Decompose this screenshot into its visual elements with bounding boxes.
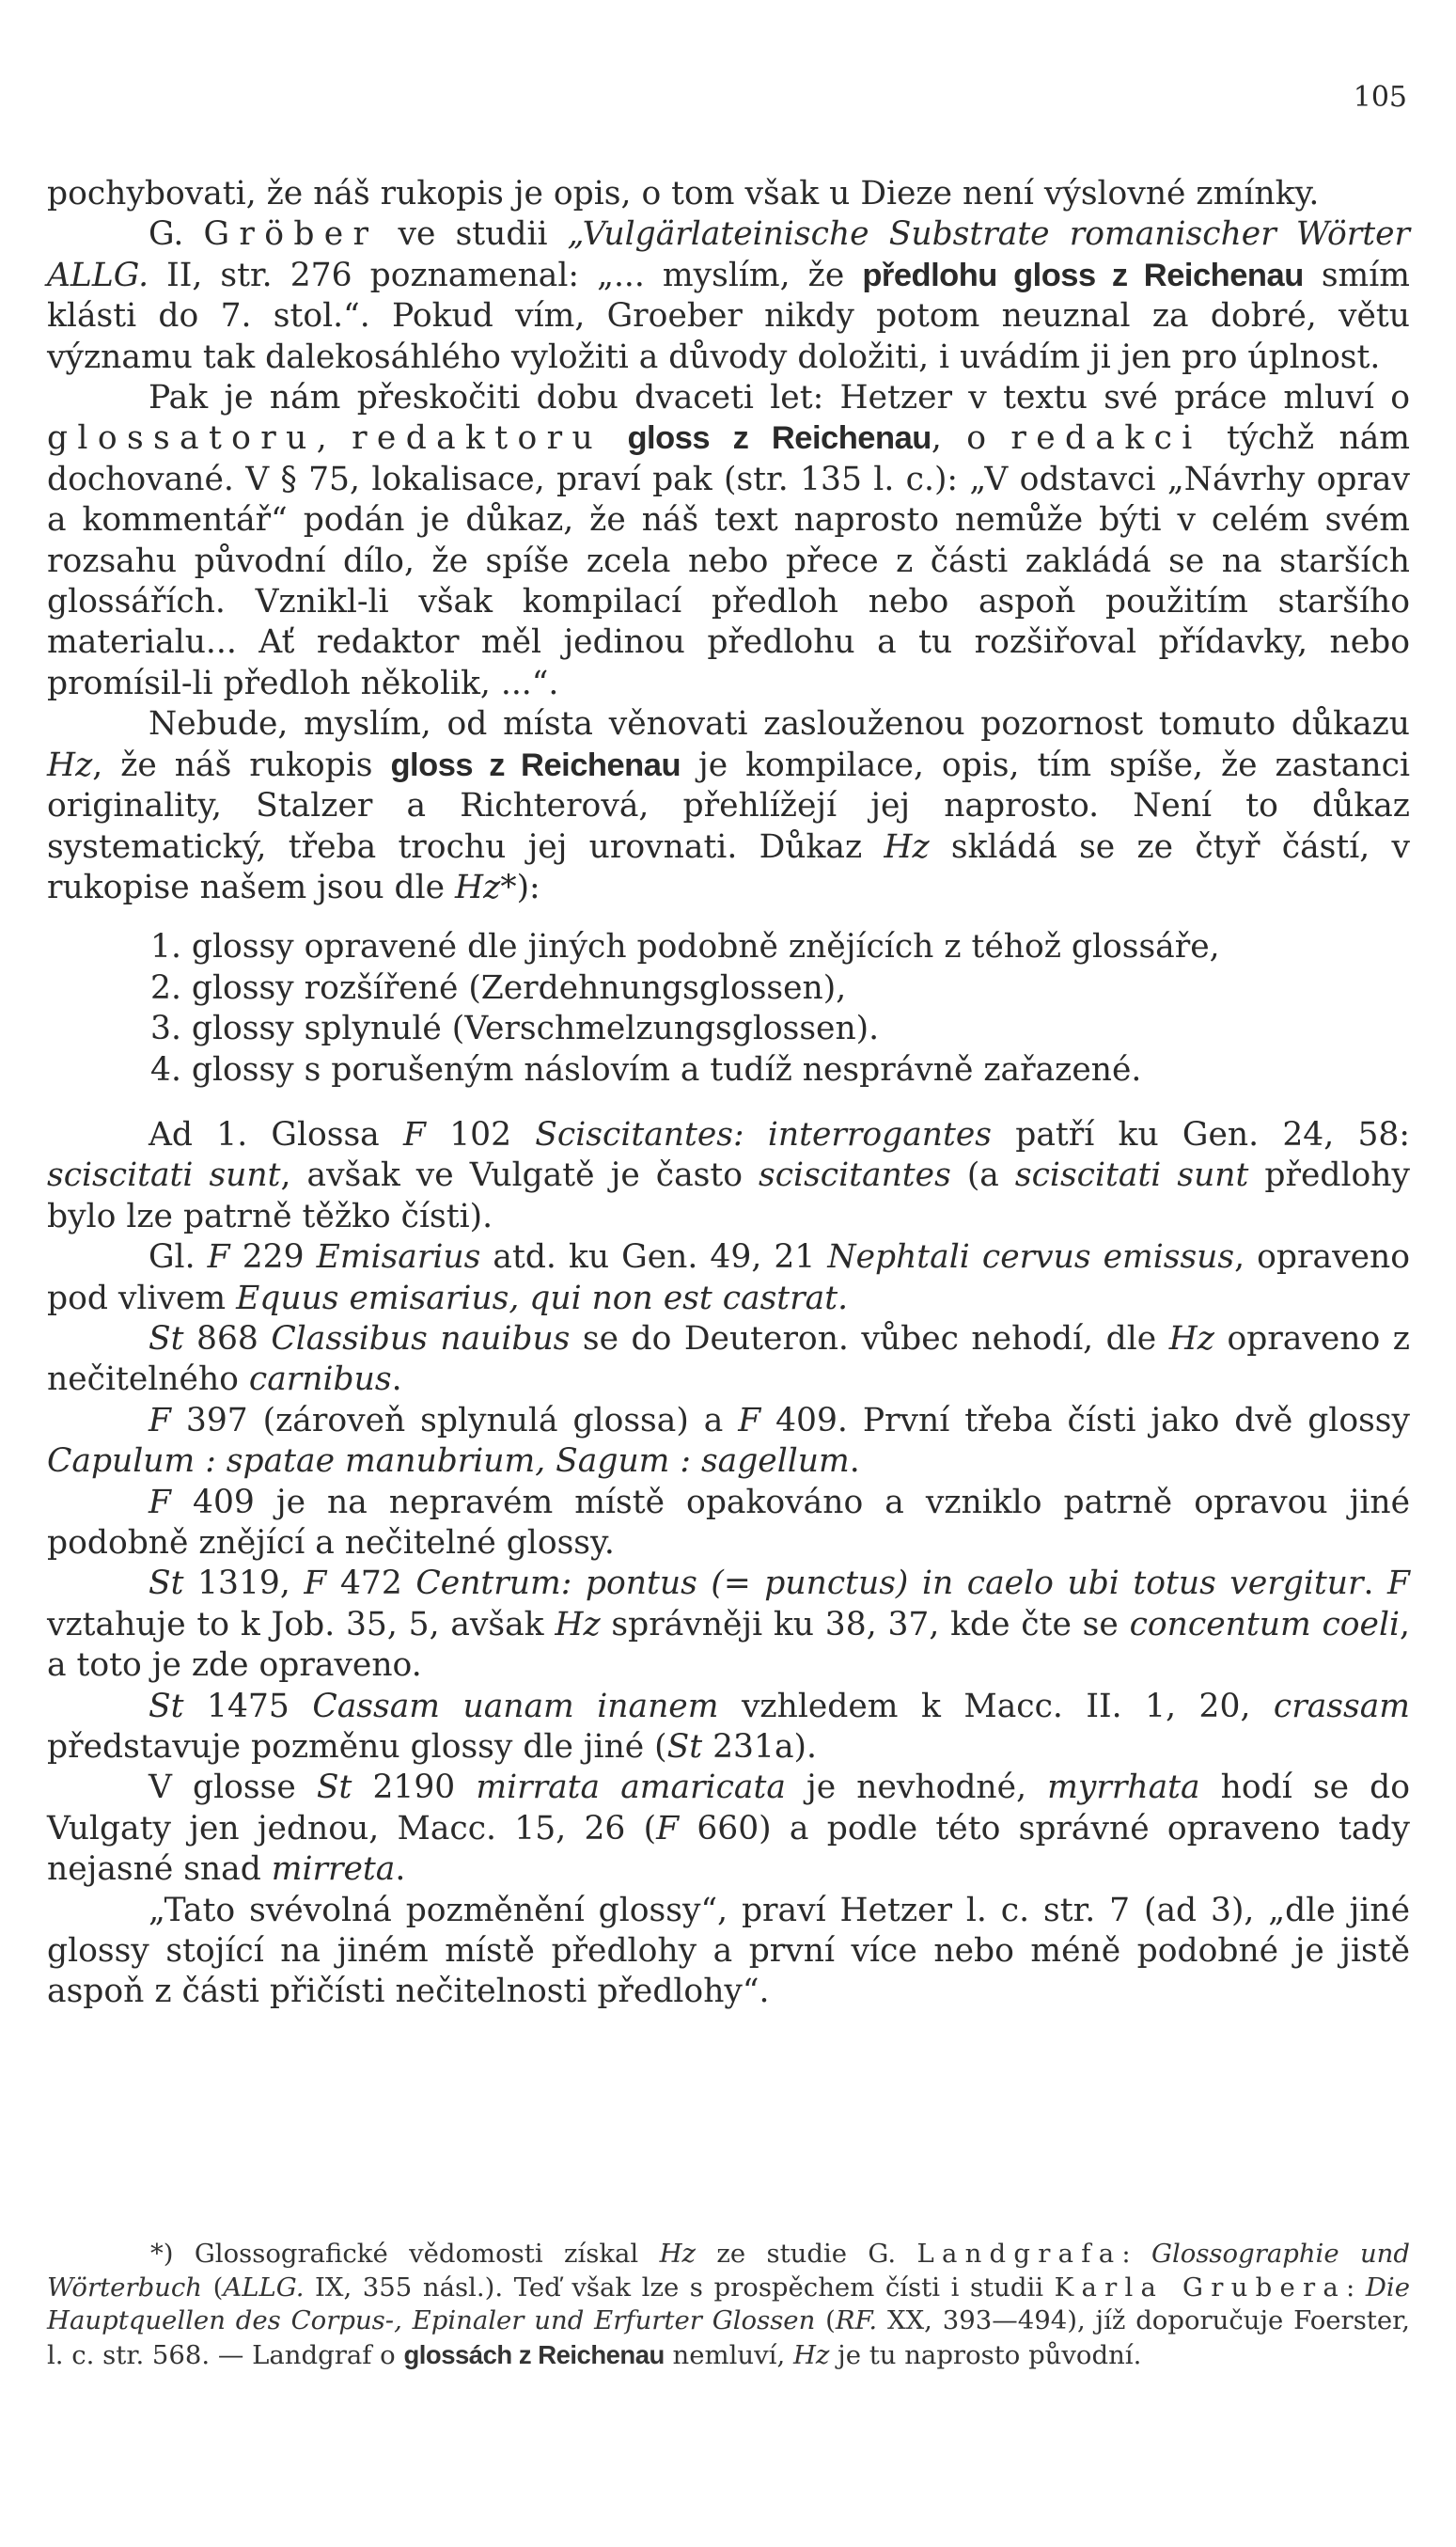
list-item: 1. glossy opravené dle jiných podobně znějících z téhož glossáře, — [150, 928, 1220, 967]
paragraph-groeber: G. Gröber ve studii „Vulgärlateinische Substrate romanischer Wörter ALLG. II, str. 276 poznamenal: „... myslím, že předlohu gloss z Reichenau smím klásti do 7. stol.“. Pokud vím, Groeber nikdy potom neuznal za dobré, větu významu tak dalekosáhlého vyložiti a důvody doložiti, i uvádím ji jen pro úplnost. — [47, 215, 1410, 376]
list-item: 2. glossy rozšířené (Zerdehnungsglossen), — [150, 968, 847, 1007]
bold-term: gloss z Reichenau — [627, 420, 932, 457]
author-name: Gröber — [203, 215, 379, 254]
bold-term: předlohu gloss z Reichenau — [862, 257, 1304, 293]
paragraph-f409: F 409 je na nepravém místě opakováno a vzniklo patrně opravou jiné podobně znějící a nečitelné glossy. — [47, 1483, 1410, 1562]
paragraph-gl229: Gl. F 229 Emisarius atd. ku Gen. 49, 21 Nephtali cervus emissus, opraveno pod vlivem Equus emisarius, qui non est castrat. — [47, 1238, 1410, 1317]
bold-term: glossách z Reichenau — [403, 2339, 665, 2369]
footnote — [47, 2238, 1410, 2372]
page-number: 105 — [1353, 81, 1407, 114]
paragraph-hetzer: Pak je nám přeskočiti dobu dvaceti let: Hetzer v textu své práce mluví o glossatoru, redaktoru gloss z Reichenau, o redakci týchž nám dochované. V § 75, lokalisace, praví pak (str. 135 l. c.): „V odstavci „Návrhy oprav a kommentář“ podán je důkaz, že náš text naprosto nemůže býti v celém svém rozsahu původní dílo, že spíše zcela nebo přece z části zakládá se na starších glossářích. Vznikl-li však kompilací předloh nebo aspoň použitím staršího materialu... Ať redaktor měl jedinou předlohu a tu rozšiřoval přídavky, nebo promísil-li předloh několik, ...“. — [47, 379, 1411, 702]
paragraph-1: pochybovati, že náš rukopis je opis, o tom však u Dieze není výslovné zmínky. — [47, 175, 1320, 212]
paragraph-st2190: V glosse St 2190 mirrata amaricata je nevhodné, myrrhata hodí se do Vulgaty jen jednou, Macc. 15, 26 (F 660) a podle této správné opraveno tady nejasné snad mirreta. — [47, 1769, 1410, 1889]
paragraph-f397: F 397 (zároveň splynulá glossa) a F 409. První třeba čísti jako dvě glossy Capulum : spatae manubrium, Sagum : sagellum. — [47, 1401, 1411, 1481]
list-item: 3. glossy splynulé (Verschmelzungsglossen). — [150, 1010, 880, 1048]
cited-title: „Vulgärlateinische Substrate romanischer Wörter ALLG. — [47, 215, 1410, 294]
bold-term: gloss z Reichenau — [390, 747, 681, 783]
paragraph-st1319: St 1319, F 472 Centrum: pontus (= punctus) in caelo ubi totus vergitur. F vztahuje to k Job. 35, 5, avšak Hz správněji ku 38, 37, kde čte se concentum coeli, a toto je zde opraveno. — [47, 1564, 1410, 1685]
paragraph-quote: „Tato svévolná pozměnění glossy“, praví Hetzer l. c. str. 7 (ad 3), „dle jiné glossy stojící na jiném místě předlohy a první více nebo méně podobné je jistě aspoň z části přičísti nečitelnosti předlohy“. — [47, 1891, 1410, 2011]
paragraph-ad1: Ad 1. Glossa F 102 Sciscitantes: interrogantes patří ku Gen. 24, 58: sciscitati sunt, avšak ve Vulgatě je často sciscitantes (a sciscitati sunt předlohy bylo lze patrně těžko čísti). — [47, 1115, 1411, 1235]
list-item: 4. glossy s porušeným náslovím a tudíž nesprávně zařazené. — [150, 1050, 1142, 1089]
paragraph-dukaz: Nebude, myslím, od místa věnovati zaslouženou pozornost tomuto důkazu Hz, že náš rukopis gloss z Reichenau je kompilace, opis, tím spíše, že zastanci originality, Stalzer a Richterová, přehlížejí jej naprosto. Není to důkaz systematický, třeba trochu jej urovnati. Důkaz Hz skládá se ze čtyř částí, v rukopise našem jsou dle Hz*): — [47, 705, 1410, 906]
paragraph-st1475: St 1475 Cassam uanam inanem vzhledem k Macc. II. 1, 20, crassam představuje pozměnu glossy dle jiné (St 231a). — [47, 1687, 1410, 1767]
footnote-text: *) Glossografické vědomosti získal Hz ze studie G. Landgrafa: Glossographie und Wörterbuch (ALLG. IX, 355 násl.). Teď však lze s prospěchem čísti i studii Karla Grubera: Die Hauptquellen des Corpus-, Epinaler und Erfurter Glossen (RF. XX, 393—494), jíž doporučuje Foerster, l. c. str. 568. — Landgraf o glossách z Reichenau nemluví, Hz je tu naprosto původní. — [47, 2239, 1410, 2370]
paragraph-st868: St 868 Classibus nauibus se do Deuteron. vůbec nehodí, dle Hz opraveno z nečitelného carnibus. — [47, 1319, 1410, 1399]
body-text — [47, 174, 1410, 2013]
numbered-list — [150, 927, 1410, 1091]
